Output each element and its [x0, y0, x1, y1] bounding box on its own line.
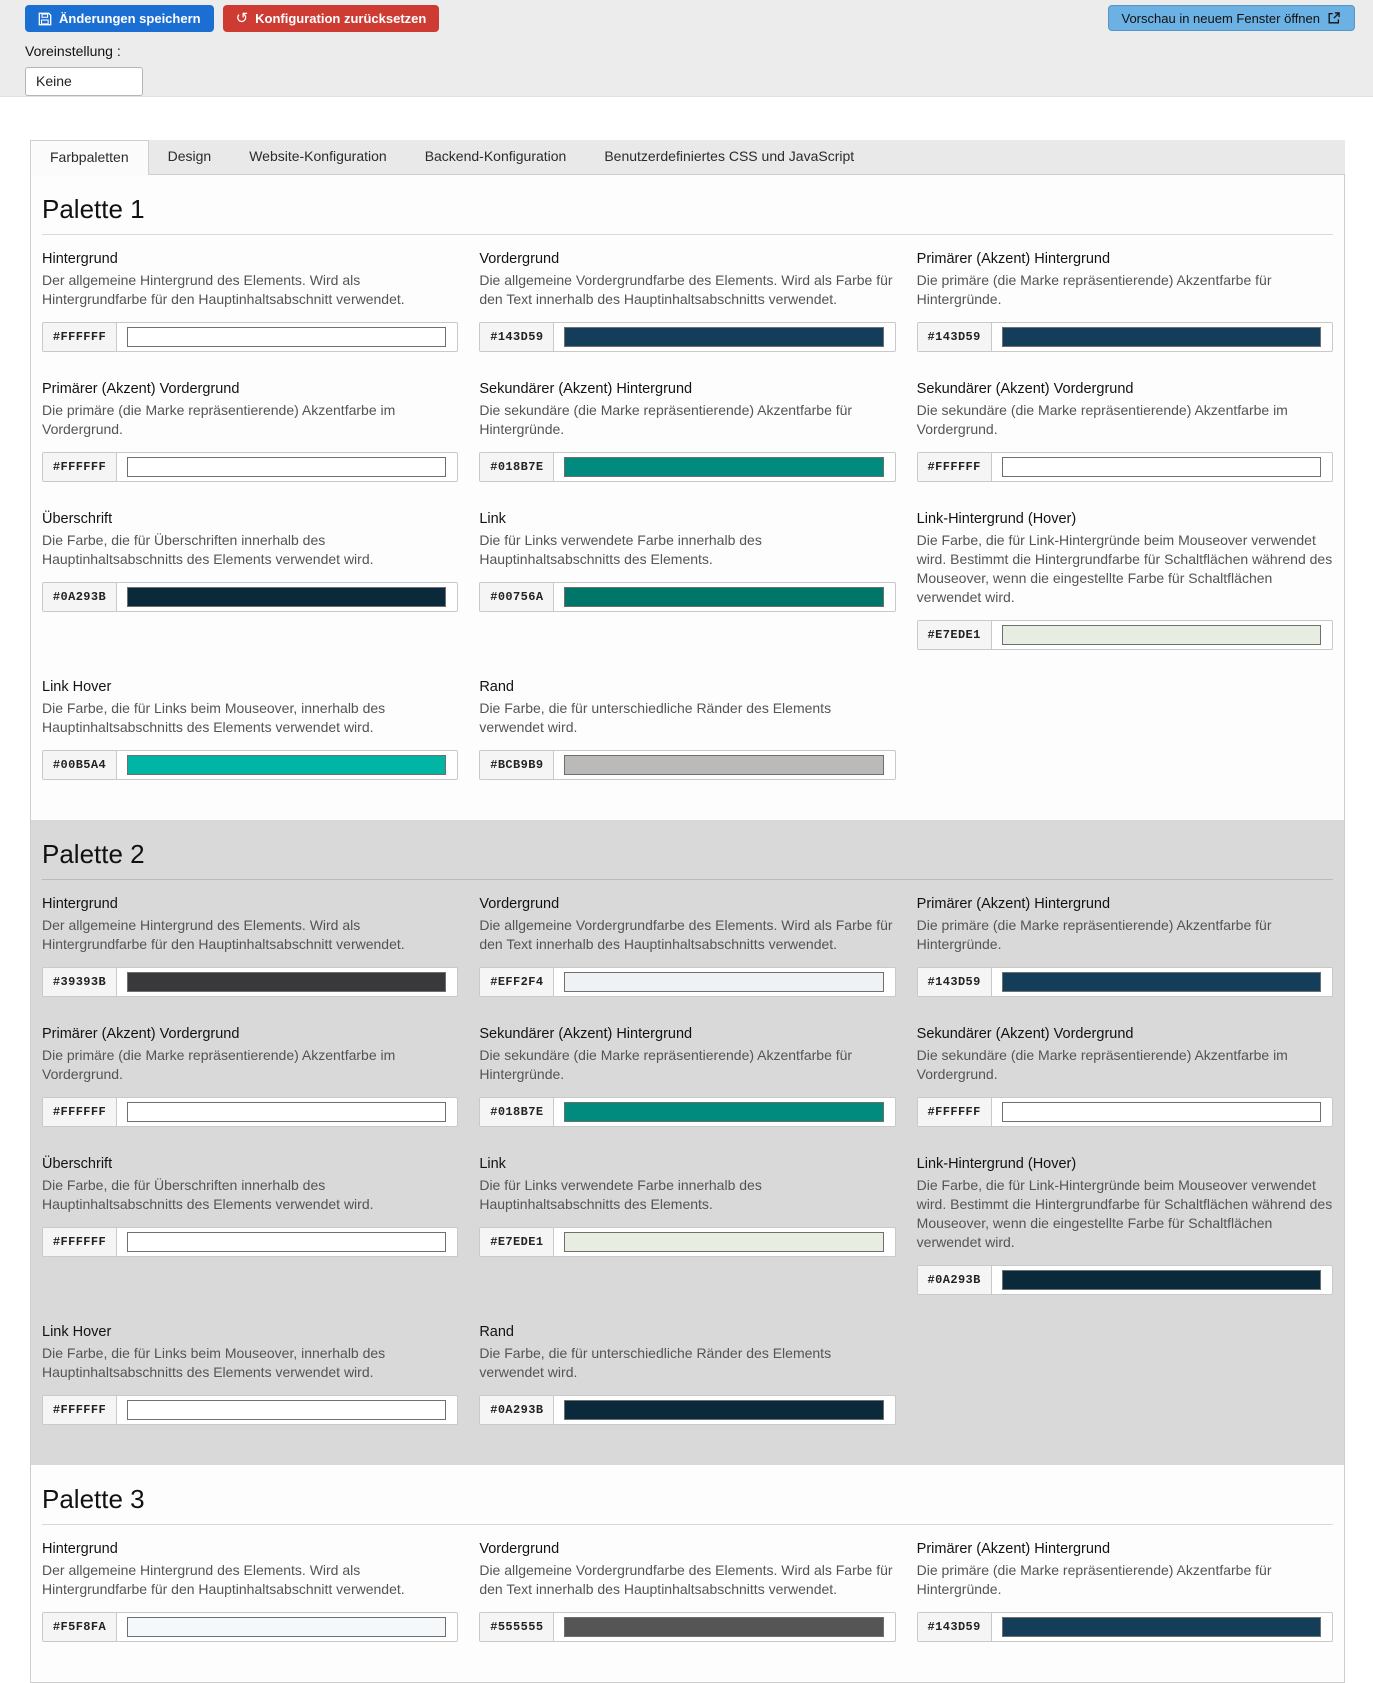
color-swatch[interactable] [554, 1396, 894, 1424]
field-description: Die für Links verwendete Farbe innerhalb des Hauptinhaltsabschnitts des Elements. [479, 532, 762, 567]
color-swatch[interactable] [554, 751, 894, 779]
color-swatch[interactable] [554, 453, 894, 481]
hex-value: #018B7E [480, 1098, 554, 1126]
color-swatch[interactable] [117, 1098, 457, 1126]
color-input[interactable] [42, 1612, 458, 1642]
color-field-berschrift [42, 511, 458, 612]
hex-value: #FFFFFF [43, 453, 117, 481]
reset-undo-icon: ↺ [235, 10, 249, 27]
color-input[interactable] [479, 1097, 895, 1127]
field-label: Link [479, 511, 506, 527]
color-field-link [479, 1156, 895, 1257]
color-input[interactable] [917, 452, 1333, 482]
color-swatch[interactable] [117, 751, 457, 779]
field-label: Hintergrund [42, 896, 118, 912]
swatch-fill [564, 1617, 883, 1637]
color-field-link [479, 511, 895, 612]
swatch-fill [127, 1232, 446, 1252]
color-swatch[interactable] [117, 583, 457, 611]
tab-backend-konfiguration[interactable] [406, 140, 586, 174]
color-field-link-hintergrund-hover [917, 511, 1333, 650]
color-input[interactable] [479, 1395, 895, 1425]
field-description: Die sekundäre (die Marke repräsentierende) Akzentfarbe für Hintergründe. [479, 402, 853, 437]
field-label: Primärer (Akzent) Hintergrund [916, 251, 1111, 267]
swatch-fill [1002, 1617, 1321, 1637]
color-swatch[interactable] [992, 453, 1332, 481]
tab-benutzerdefiniertes-css-und-javascript[interactable] [585, 140, 873, 174]
color-swatch[interactable] [117, 1228, 457, 1256]
field-label: Vordergrund [479, 1541, 560, 1557]
preset-select[interactable]: Keine [25, 67, 143, 96]
palettes-panel [30, 174, 1345, 1683]
swatch-fill [1002, 327, 1321, 347]
field-description: Die Farbe, die für Links beim Mouseover, innerhalb des Hauptinhaltsabschnitts des Elements verwendet wird. [42, 700, 386, 735]
color-input[interactable] [917, 967, 1333, 997]
swatch-fill [1002, 625, 1321, 645]
field-label: Sekundärer (Akzent) Hintergrund [479, 1026, 693, 1042]
field-description: Die primäre (die Marke repräsentierende) Akzentfarbe für Hintergründe. [916, 272, 1272, 307]
field-label: Hintergrund [42, 1541, 118, 1557]
field-label: Sekundärer (Akzent) Hintergrund [479, 381, 693, 397]
field-label: Vordergrund [479, 251, 560, 267]
hex-value: #00B5A4 [43, 751, 117, 779]
color-swatch[interactable] [554, 1613, 894, 1641]
color-swatch[interactable] [554, 968, 894, 996]
palette-section-2 [31, 820, 1344, 1465]
color-input[interactable] [479, 322, 895, 352]
color-field-link-hover [42, 679, 458, 780]
field-description: Die Farbe, die für Überschriften innerhalb des Hauptinhaltsabschnitts des Elements verwendet wird. [42, 532, 374, 567]
tab-bar [30, 140, 1345, 174]
color-swatch[interactable] [992, 621, 1332, 649]
color-input[interactable] [42, 1395, 458, 1425]
color-input[interactable] [917, 1097, 1333, 1127]
field-label: Link-Hintergrund (Hover) [916, 511, 1077, 527]
swatch-fill [564, 457, 883, 477]
swatch-fill [1002, 972, 1321, 992]
color-swatch[interactable] [554, 583, 894, 611]
hex-value: #0A293B [43, 583, 117, 611]
field-description: Die Farbe, die für Überschriften innerhalb des Hauptinhaltsabschnitts des Elements verwendet wird. [42, 1177, 374, 1212]
color-field-link-hintergrund-hover [917, 1156, 1333, 1295]
tab-design[interactable] [149, 140, 231, 174]
swatch-fill [1002, 1102, 1321, 1122]
color-field-hintergrund [42, 251, 458, 352]
color-input[interactable] [479, 582, 895, 612]
color-field-vordergrund [479, 251, 895, 352]
color-field-sekund-rer-akzent-vordergrund [917, 381, 1333, 482]
hex-value: #FFFFFF [918, 453, 992, 481]
color-field-hintergrund [42, 896, 458, 997]
swatch-fill [564, 972, 883, 992]
color-field-rand [479, 679, 895, 780]
field-description: Die Farbe, die für Link-Hintergründe beim Mouseover verwendet wird. Bestimmt die Hintergrundfarbe für Schaltflächen während des Mouseover, wenn die eingestellte Farbe für Schaltflächen verwendet wird. [916, 532, 1333, 605]
color-field-prim-rer-akzent-hintergrund [917, 896, 1333, 997]
swatch-fill [127, 327, 446, 347]
field-description: Die allgemeine Vordergrundfarbe des Elements. Wird als Farbe für den Text innerhalb des Hauptinhaltsabschnitts verwendet. [479, 917, 893, 952]
hex-value: #143D59 [480, 323, 554, 351]
field-description: Die sekundäre (die Marke repräsentierende) Akzentfarbe im Vordergrund. [916, 1047, 1288, 1082]
tab-label: Design [167, 148, 212, 164]
field-label: Überschrift [42, 511, 113, 527]
hex-value: #39393B [43, 968, 117, 996]
swatch-fill [127, 1617, 446, 1637]
tab-website-konfiguration[interactable] [230, 140, 405, 174]
hex-value: #0A293B [918, 1266, 992, 1294]
save-floppy-icon [38, 12, 52, 26]
color-field-rand [479, 1324, 895, 1425]
color-field-hintergrund [42, 1541, 458, 1642]
top-toolbar [0, 0, 1373, 97]
swatch-fill [127, 972, 446, 992]
field-description: Die allgemeine Vordergrundfarbe des Elements. Wird als Farbe für den Text innerhalb des Hauptinhaltsabschnitts verwendet. [479, 1562, 893, 1597]
swatch-fill [127, 457, 446, 477]
hex-value: #EFF2F4 [480, 968, 554, 996]
color-input[interactable] [42, 322, 458, 352]
field-label: Rand [479, 1324, 514, 1340]
color-swatch[interactable] [554, 1098, 894, 1126]
color-input[interactable] [917, 322, 1333, 352]
color-field-vordergrund [479, 896, 895, 997]
field-label: Primärer (Akzent) Vordergrund [42, 1026, 240, 1042]
palette-section-1 [31, 175, 1344, 820]
tab-farbpaletten[interactable] [30, 140, 149, 175]
color-swatch[interactable] [554, 323, 894, 351]
hex-value: #F5F8FA [43, 1613, 117, 1641]
field-description: Die Farbe, die für Link-Hintergründe beim Mouseover verwendet wird. Bestimmt die Hintergrundfarbe für Schaltflächen während des Mouseover, wenn die eingestellte Farbe für Schaltflächen verwendet wird. [916, 1177, 1333, 1250]
color-input[interactable] [42, 1097, 458, 1127]
hex-value: #FFFFFF [43, 1228, 117, 1256]
hex-value: #FFFFFF [43, 1098, 117, 1126]
tab-label: Website-Konfiguration [249, 148, 387, 164]
color-swatch[interactable] [117, 968, 457, 996]
palette-title: Palette 3 [42, 1478, 1333, 1525]
content-wrapper [30, 140, 1345, 1683]
swatch-fill [564, 587, 883, 607]
preview-button[interactable] [1108, 5, 1356, 31]
color-swatch[interactable] [554, 1228, 894, 1256]
color-input[interactable] [42, 967, 458, 997]
field-label: Link [479, 1156, 506, 1172]
swatch-fill [564, 755, 883, 775]
color-field-sekund-rer-akzent-hintergrund [479, 381, 895, 482]
swatch-fill [127, 1400, 446, 1420]
field-label: Primärer (Akzent) Hintergrund [916, 896, 1111, 912]
tab-label: Backend-Konfiguration [424, 148, 567, 164]
field-description: Die primäre (die Marke repräsentierende) Akzentfarbe für Hintergründe. [916, 917, 1272, 952]
external-link-icon [1327, 11, 1341, 25]
field-description: Die Farbe, die für unterschiedliche Ränder des Elements verwendet wird. [479, 1345, 832, 1380]
field-description: Die Farbe, die für unterschiedliche Ränder des Elements verwendet wird. [479, 700, 832, 735]
preview-button-label: Vorschau in neuem Fenster öffnen [1121, 10, 1320, 26]
save-button-label: Änderungen speichern [59, 11, 201, 26]
color-input[interactable] [479, 1612, 895, 1642]
color-swatch[interactable] [117, 1396, 457, 1424]
color-input[interactable] [42, 1227, 458, 1257]
save-button[interactable] [25, 5, 214, 32]
swatch-fill [564, 1232, 883, 1252]
field-label: Primärer (Akzent) Vordergrund [42, 381, 240, 397]
color-field-vordergrund [479, 1541, 895, 1642]
color-input[interactable] [479, 967, 895, 997]
color-swatch[interactable] [992, 1613, 1332, 1641]
color-input[interactable] [42, 582, 458, 612]
field-label: Vordergrund [479, 896, 560, 912]
hex-value: #555555 [480, 1613, 554, 1641]
field-label: Link-Hintergrund (Hover) [916, 1156, 1077, 1172]
color-swatch[interactable] [992, 968, 1332, 996]
hex-value: #BCB9B9 [480, 751, 554, 779]
field-label: Überschrift [42, 1156, 113, 1172]
swatch-fill [564, 327, 883, 347]
hex-value: #FFFFFF [918, 1098, 992, 1126]
field-label: Primärer (Akzent) Hintergrund [916, 1541, 1111, 1557]
field-label: Link Hover [42, 1324, 112, 1340]
color-swatch[interactable] [117, 323, 457, 351]
field-description: Die sekundäre (die Marke repräsentierende) Akzentfarbe im Vordergrund. [916, 402, 1288, 437]
swatch-fill [127, 755, 446, 775]
hex-value: #018B7E [480, 453, 554, 481]
field-grid [42, 251, 1333, 780]
field-description: Die primäre (die Marke repräsentierende) Akzentfarbe im Vordergrund. [42, 402, 396, 437]
hex-value: #FFFFFF [43, 323, 117, 351]
field-description: Die primäre (die Marke repräsentierende) Akzentfarbe für Hintergründe. [916, 1562, 1272, 1597]
hex-value: #00756A [480, 583, 554, 611]
color-swatch[interactable] [992, 323, 1332, 351]
swatch-fill [1002, 1270, 1321, 1290]
swatch-fill [127, 587, 446, 607]
field-label: Sekundärer (Akzent) Vordergrund [916, 381, 1134, 397]
color-input[interactable] [479, 750, 895, 780]
palette-title: Palette 1 [42, 188, 1333, 235]
swatch-fill [564, 1102, 883, 1122]
preset-label: Voreinstellung : [25, 43, 121, 59]
color-swatch[interactable] [117, 1613, 457, 1641]
hex-value: #143D59 [918, 1613, 992, 1641]
color-field-prim-rer-akzent-vordergrund [42, 1026, 458, 1127]
field-description: Die Farbe, die für Links beim Mouseover, innerhalb des Hauptinhaltsabschnitts des Elements verwendet wird. [42, 1345, 386, 1380]
field-grid [42, 1541, 1333, 1642]
field-description: Der allgemeine Hintergrund des Elements. Wird als Hintergrundfarbe für den Hauptinhaltsabschnitt verwendet. [42, 1562, 405, 1597]
color-field-sekund-rer-akzent-hintergrund [479, 1026, 895, 1127]
field-description: Die für Links verwendete Farbe innerhalb des Hauptinhaltsabschnitts des Elements. [479, 1177, 762, 1212]
tab-label: Farbpaletten [50, 149, 129, 165]
field-description: Die allgemeine Vordergrundfarbe des Elements. Wird als Farbe für den Text innerhalb des Hauptinhaltsabschnitts verwendet. [479, 272, 893, 307]
swatch-fill [1002, 457, 1321, 477]
color-field-prim-rer-akzent-hintergrund [917, 1541, 1333, 1642]
field-label: Rand [479, 679, 514, 695]
color-field-sekund-rer-akzent-vordergrund [917, 1026, 1333, 1127]
field-grid [42, 896, 1333, 1425]
color-field-berschrift [42, 1156, 458, 1257]
field-description: Der allgemeine Hintergrund des Elements. Wird als Hintergrundfarbe für den Hauptinhaltsabschnitt verwendet. [42, 272, 405, 307]
field-label: Sekundärer (Akzent) Vordergrund [916, 1026, 1134, 1042]
swatch-fill [564, 1400, 883, 1420]
hex-value: #0A293B [480, 1396, 554, 1424]
color-input[interactable] [917, 1612, 1333, 1642]
color-swatch[interactable] [992, 1266, 1332, 1294]
field-label: Link Hover [42, 679, 112, 695]
color-input[interactable] [42, 452, 458, 482]
reset-button[interactable] [223, 5, 440, 32]
reset-button-label: Konfiguration zurücksetzen [255, 11, 427, 26]
color-input[interactable] [917, 620, 1333, 650]
palette-section-3 [31, 1465, 1344, 1682]
field-description: Die primäre (die Marke repräsentierende) Akzentfarbe im Vordergrund. [42, 1047, 396, 1082]
color-input[interactable] [42, 750, 458, 780]
color-field-link-hover [42, 1324, 458, 1425]
hex-value: #143D59 [918, 323, 992, 351]
color-input[interactable] [479, 1227, 895, 1257]
field-label: Hintergrund [42, 251, 118, 267]
field-description: Die sekundäre (die Marke repräsentierende) Akzentfarbe für Hintergründe. [479, 1047, 853, 1082]
hex-value: #143D59 [918, 968, 992, 996]
hex-value: #E7EDE1 [918, 621, 992, 649]
swatch-fill [127, 1102, 446, 1122]
color-field-prim-rer-akzent-vordergrund [42, 381, 458, 482]
color-swatch[interactable] [117, 453, 457, 481]
color-input[interactable] [479, 452, 895, 482]
field-description: Der allgemeine Hintergrund des Elements. Wird als Hintergrundfarbe für den Hauptinhaltsabschnitt verwendet. [42, 917, 405, 952]
hex-value: #FFFFFF [43, 1396, 117, 1424]
palette-title: Palette 2 [42, 833, 1333, 880]
color-input[interactable] [917, 1265, 1333, 1295]
hex-value: #E7EDE1 [480, 1228, 554, 1256]
tab-label: Benutzerdefiniertes CSS und JavaScript [604, 148, 855, 164]
color-swatch[interactable] [992, 1098, 1332, 1126]
color-field-prim-rer-akzent-hintergrund [917, 251, 1333, 352]
